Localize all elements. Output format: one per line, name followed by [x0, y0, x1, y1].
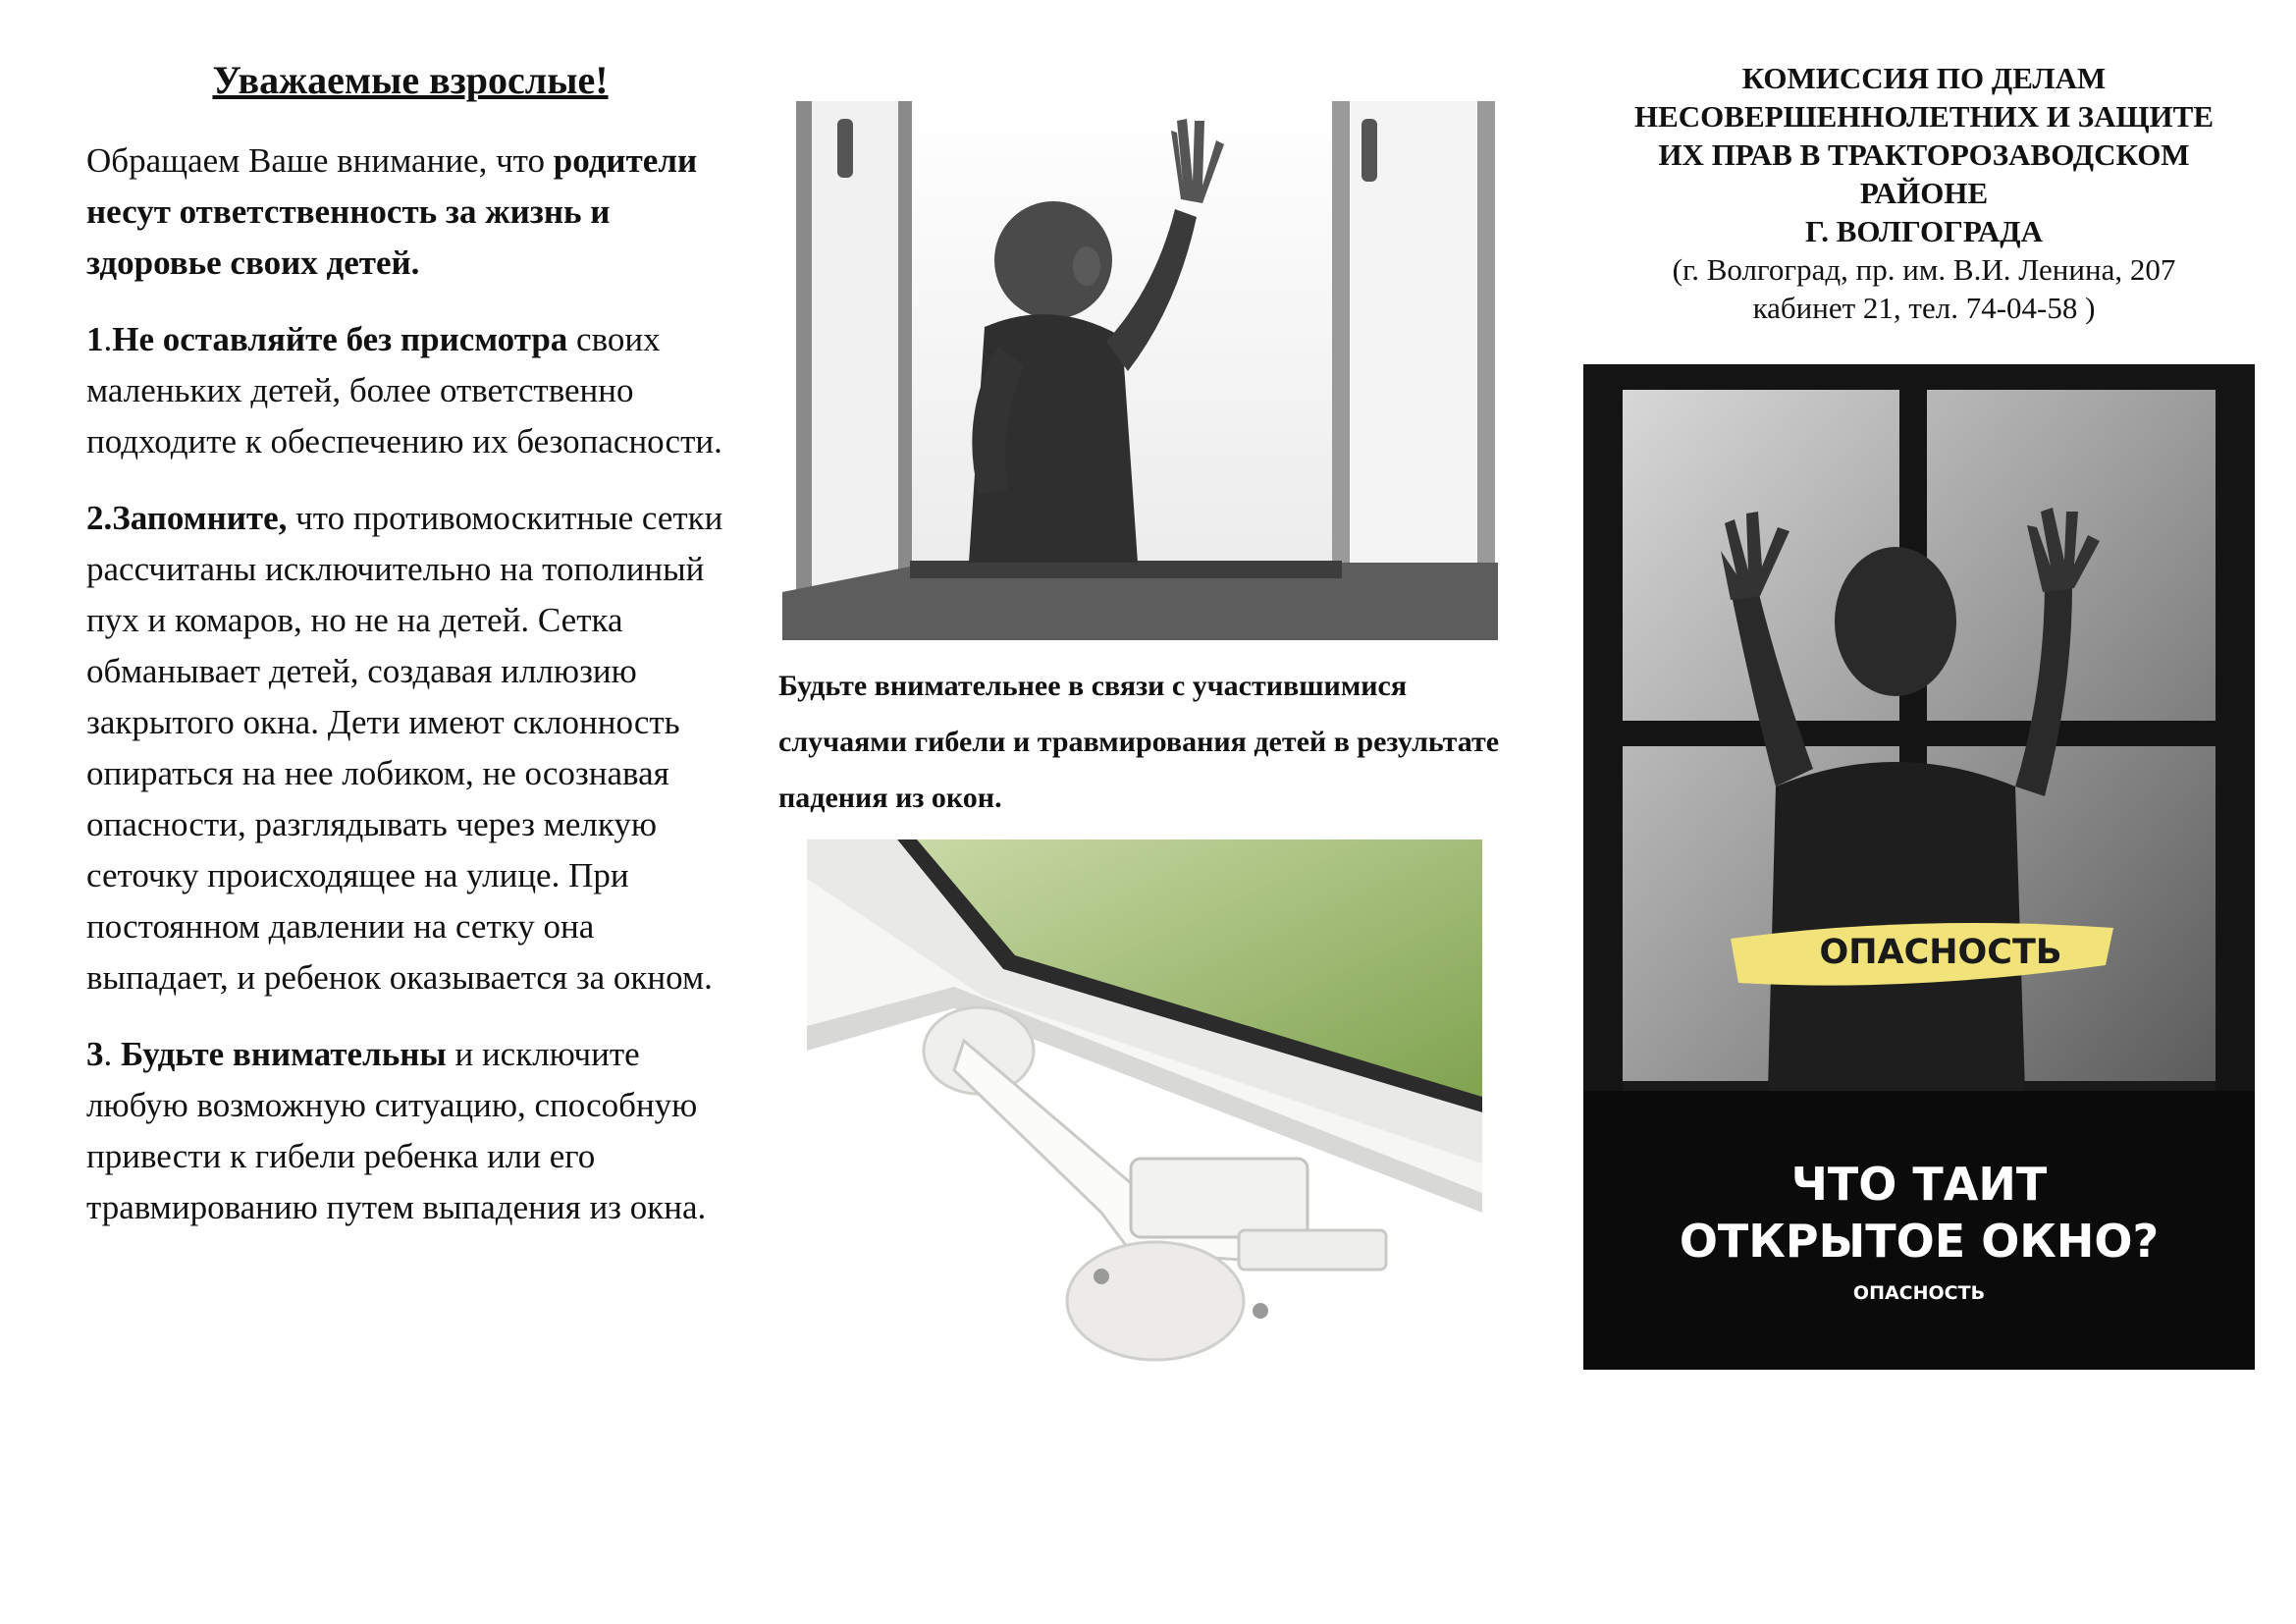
commission-header — [1580, 59, 2268, 327]
item-3-text: и исключите любую возможную ситуацию, способную привести к гибели ребенка или его травмированию путем выпадения из окна. — [86, 1035, 707, 1226]
poster-title-line: ЧТО ТАИТ — [1790, 1158, 2048, 1211]
commission-name-line: ИХ ПРАВ В ТРАКТОРОЗАВОДСКОМ — [1658, 137, 2190, 172]
commission-address-line: (г. Волгоград, пр. им. В.И. Ленина, 207 — [1672, 252, 2176, 287]
commission-address-line: кабинет 21, тел. 74-04-58 ) — [1752, 291, 2096, 325]
item-3-separator: . — [103, 1035, 121, 1073]
item-1-separator: . — [103, 320, 113, 358]
poster-badge: ОПАСНОСТЬ — [1819, 933, 2062, 972]
item-1-text: своих маленьких детей, более ответственно подходите к обеспечению их безопасности. — [86, 320, 722, 460]
commission-name-line: НЕСОВЕРШЕННОЛЕТНИХ И ЗАЩИТЕ — [1633, 99, 2215, 134]
danger-poster — [1583, 364, 2255, 1370]
poster-title — [1583, 1156, 2255, 1270]
commission-name-line: Г. ВОЛГОГРАДА — [1805, 214, 2043, 248]
item-1-bold-text: Не оставляйте без присмотра — [112, 320, 568, 358]
poster-title-line: ОТКРЫТОЕ ОКНО? — [1679, 1215, 2160, 1268]
page-heading: Уважаемые взрослые! — [212, 58, 609, 102]
commission-name-line: РАЙОНЕ — [1859, 176, 1989, 210]
left-column — [86, 55, 734, 1259]
warning-caption: Будьте внимательнее в связи с участившимися случаями гибели и травмирования детей в результате падения из окон. — [778, 670, 1500, 814]
commission-name-line: КОМИССИЯ ПО ДЕЛАМ — [1741, 61, 2107, 95]
item-1-number: 1 — [86, 320, 104, 358]
poster-subtitle: ОПАСНОСТЬ — [1852, 1282, 1986, 1304]
item-3-number: 3 — [86, 1035, 104, 1073]
item-2-text: что противомоскитные сетки рассчитаны исключительно на тополиный пух и комаров, но не на детей. Сетка обманывает детей, создавая иллюзию закрытого окна. Дети имеют склонность опираться на нее лобиком, не осознавая опасности, разглядывать через мелкую сеточку происходящее на улице. При постоянном давлении на сетку она выпадает, и ребенок оказывается за окном. — [86, 499, 723, 997]
child-at-window-photo — [782, 101, 1498, 640]
item-2-bold-text: 2.Запомните, — [86, 499, 288, 537]
window-lock-photo — [807, 839, 1482, 1440]
intro-paragraph — [86, 135, 734, 289]
intro-text: Обращаем Ваше внимание, что — [86, 141, 554, 180]
item-3-bold-text: Будьте внимательны — [121, 1035, 447, 1073]
item-3-paragraph — [86, 1029, 734, 1233]
item-1-paragraph — [86, 314, 734, 467]
item-2-paragraph — [86, 493, 734, 1003]
intro-bold-text: родители несут ответственность за жизнь и здоровье своих детей. — [86, 141, 698, 282]
